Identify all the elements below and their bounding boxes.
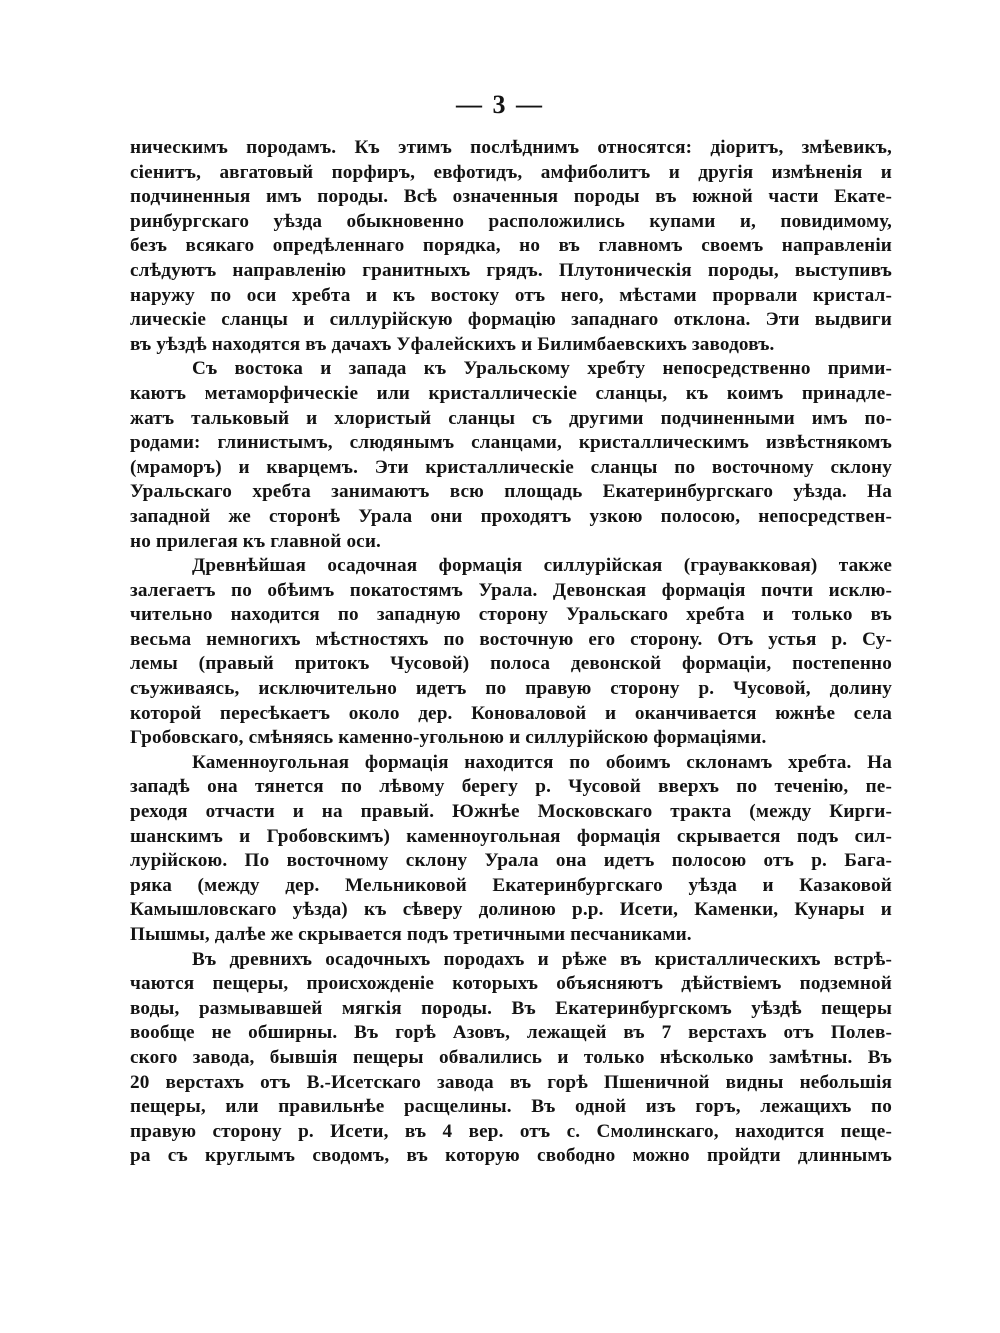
text-line: ринбургскаго уѣзда обыкновенно расположились купами и, повидимому, <box>130 210 892 232</box>
text-line: правую сторону р. Исети, въ 4 вер. отъ с. Смолинскаго, находится пеще- <box>130 1120 892 1142</box>
text-line: родами: глинистымъ, слюдянымъ сланцами, кристаллическимъ извѣстнякомъ <box>130 432 892 454</box>
text-line: весьма немногихъ мѣстностяхъ по восточную его сторону. Отъ устья р. Су- <box>130 628 892 650</box>
text-line: но прилегая къ главной оси. <box>130 530 382 552</box>
text-line: залегаетъ по обѣимъ покатостямъ Урала. Девонская формація почти исклю- <box>130 579 892 601</box>
text-line: лемы (правый притокъ Чусовой) полоса девонской формаціи, постепенно <box>130 653 892 675</box>
text-line: ра съ круглымъ сводомъ, въ которую свободно можно пройдти длиннымъ <box>130 1145 892 1167</box>
text-line: лическіе сланцы и силлурійскую формацію западнаго отклона. Эти выдвиги <box>130 309 892 331</box>
text-line: лурійскою. По восточному склону Урала она идетъ полосою отъ р. Багa- <box>130 850 892 872</box>
text-line: Каменноугольная формація находится по обоимъ склонамъ хребта. На <box>192 751 892 773</box>
text-line: слѣдуютъ направленію гранитныхъ грядъ. Плутоническія породы, выступивъ <box>130 259 892 281</box>
text-line: Пышмы, далѣе же скрывается подъ третичными песчаниками. <box>130 924 692 945</box>
text-line: западѣ она тянется по лѣвому берегу р. Чусовой вверхъ по теченію, пе- <box>130 776 892 798</box>
text-line: Съ востока и запада къ Уральскому хребту непосредственно прими- <box>192 358 892 380</box>
text-line: ническимъ породамъ. Къ этимъ послѣднимъ относятся: діоритъ, змѣевикъ, <box>130 137 892 158</box>
body-text <box>130 136 892 1169</box>
text-line: пещеры, или правильнѣе расщелины. Въ одной изъ горъ, лежащихъ по <box>130 1096 892 1118</box>
text-line: (мраморъ) и кварцемъ. Эти кристаллическіе сланцы по восточному склону <box>130 456 892 478</box>
text-line: чаются пещеры, происхожденіе которыхъ объясняютъ дѣйствіемъ подземной <box>130 973 892 995</box>
text-line: Въ древнихъ осадочныхъ породахъ и рѣже въ кристаллическихъ встрѣ- <box>192 948 892 970</box>
text-line: воды, размывавшей мягкія породы. Въ Екатеринбургскомъ уѣздѣ пещеры <box>130 997 892 1019</box>
text-line: съуживаясь, исключительно идетъ по правую сторону р. Чусовой, долину <box>130 678 892 700</box>
text-line: каютъ метаморфическіе или кристаллическіе сланцы, къ коимъ принадле- <box>130 382 892 404</box>
text-line: которой пересѣкаетъ около дер. Коноваловой и оканчивается южнѣе села <box>130 702 892 724</box>
text-line: шанскимъ и Гробовскимъ) каменноугольная формація скрывается подъ сил- <box>130 825 892 847</box>
text-line: Гробовскаго, смѣняясь каменно-угольною и силлурійскою формаціями. <box>130 727 767 749</box>
text-line: подчиненныя имъ породы. Всѣ означенныя породы въ южной части Екате- <box>130 186 892 208</box>
text-line: безъ всякаго опредѣленнаго порядка, но въ главномъ своемъ направленіи <box>130 235 892 257</box>
text-line: Уральскаго хребта занимаютъ всю площадь Екатеринбургскаго уѣзда. На <box>130 481 892 503</box>
text-line: реходя отчасти и на правый. Южнѣе Московскаго тракта (между Кирги- <box>130 801 892 823</box>
text-line: вообще не обширны. Въ горѣ Азовъ, лежащей въ 7 верстахъ отъ Полев- <box>130 1022 892 1044</box>
text-line: наружу по оси хребта и къ востоку отъ него, мѣстами прорвали кристал- <box>130 284 892 306</box>
text-line: ского завода, бывшія пещеры обвалились и только нѣсколько замѣтны. Въ <box>130 1046 892 1068</box>
text-line: Камышловскаго уѣзда) къ сѣверу долиною р.р. Исети, Каменки, Кунары и <box>130 899 892 921</box>
page-number: — 3 — <box>456 90 544 119</box>
text-line: Древнѣйшая осадочная формація силлурійская (граувакковая) также <box>192 555 892 577</box>
text-line: чительно находится по западную сторону Уральскаго хребта и только въ <box>130 604 892 626</box>
text-line: сіенитъ, авгатовый порфиръ, евфотидъ, амфиболитъ и другія измѣненія и <box>130 161 892 183</box>
text-line: въ уѣздѣ находятся въ дачахъ Уфалейскихъ и Билимбаевскихъ заводовъ. <box>130 333 775 355</box>
text-line: жатъ тальковый и хлористый сланцы съ другими подчиненными имъ по- <box>130 407 892 429</box>
text-line: ряка (между дер. Мельниковой Екатеринбургскаго уѣзда и Казаковой <box>130 874 892 896</box>
text-line: западной же сторонѣ Урала они проходятъ узкою полосою, непосредствен- <box>130 505 892 527</box>
text-line: 20 верстахъ отъ В.-Исетскаго завода въ горѣ Пшеничной видны небольшія <box>130 1071 892 1093</box>
